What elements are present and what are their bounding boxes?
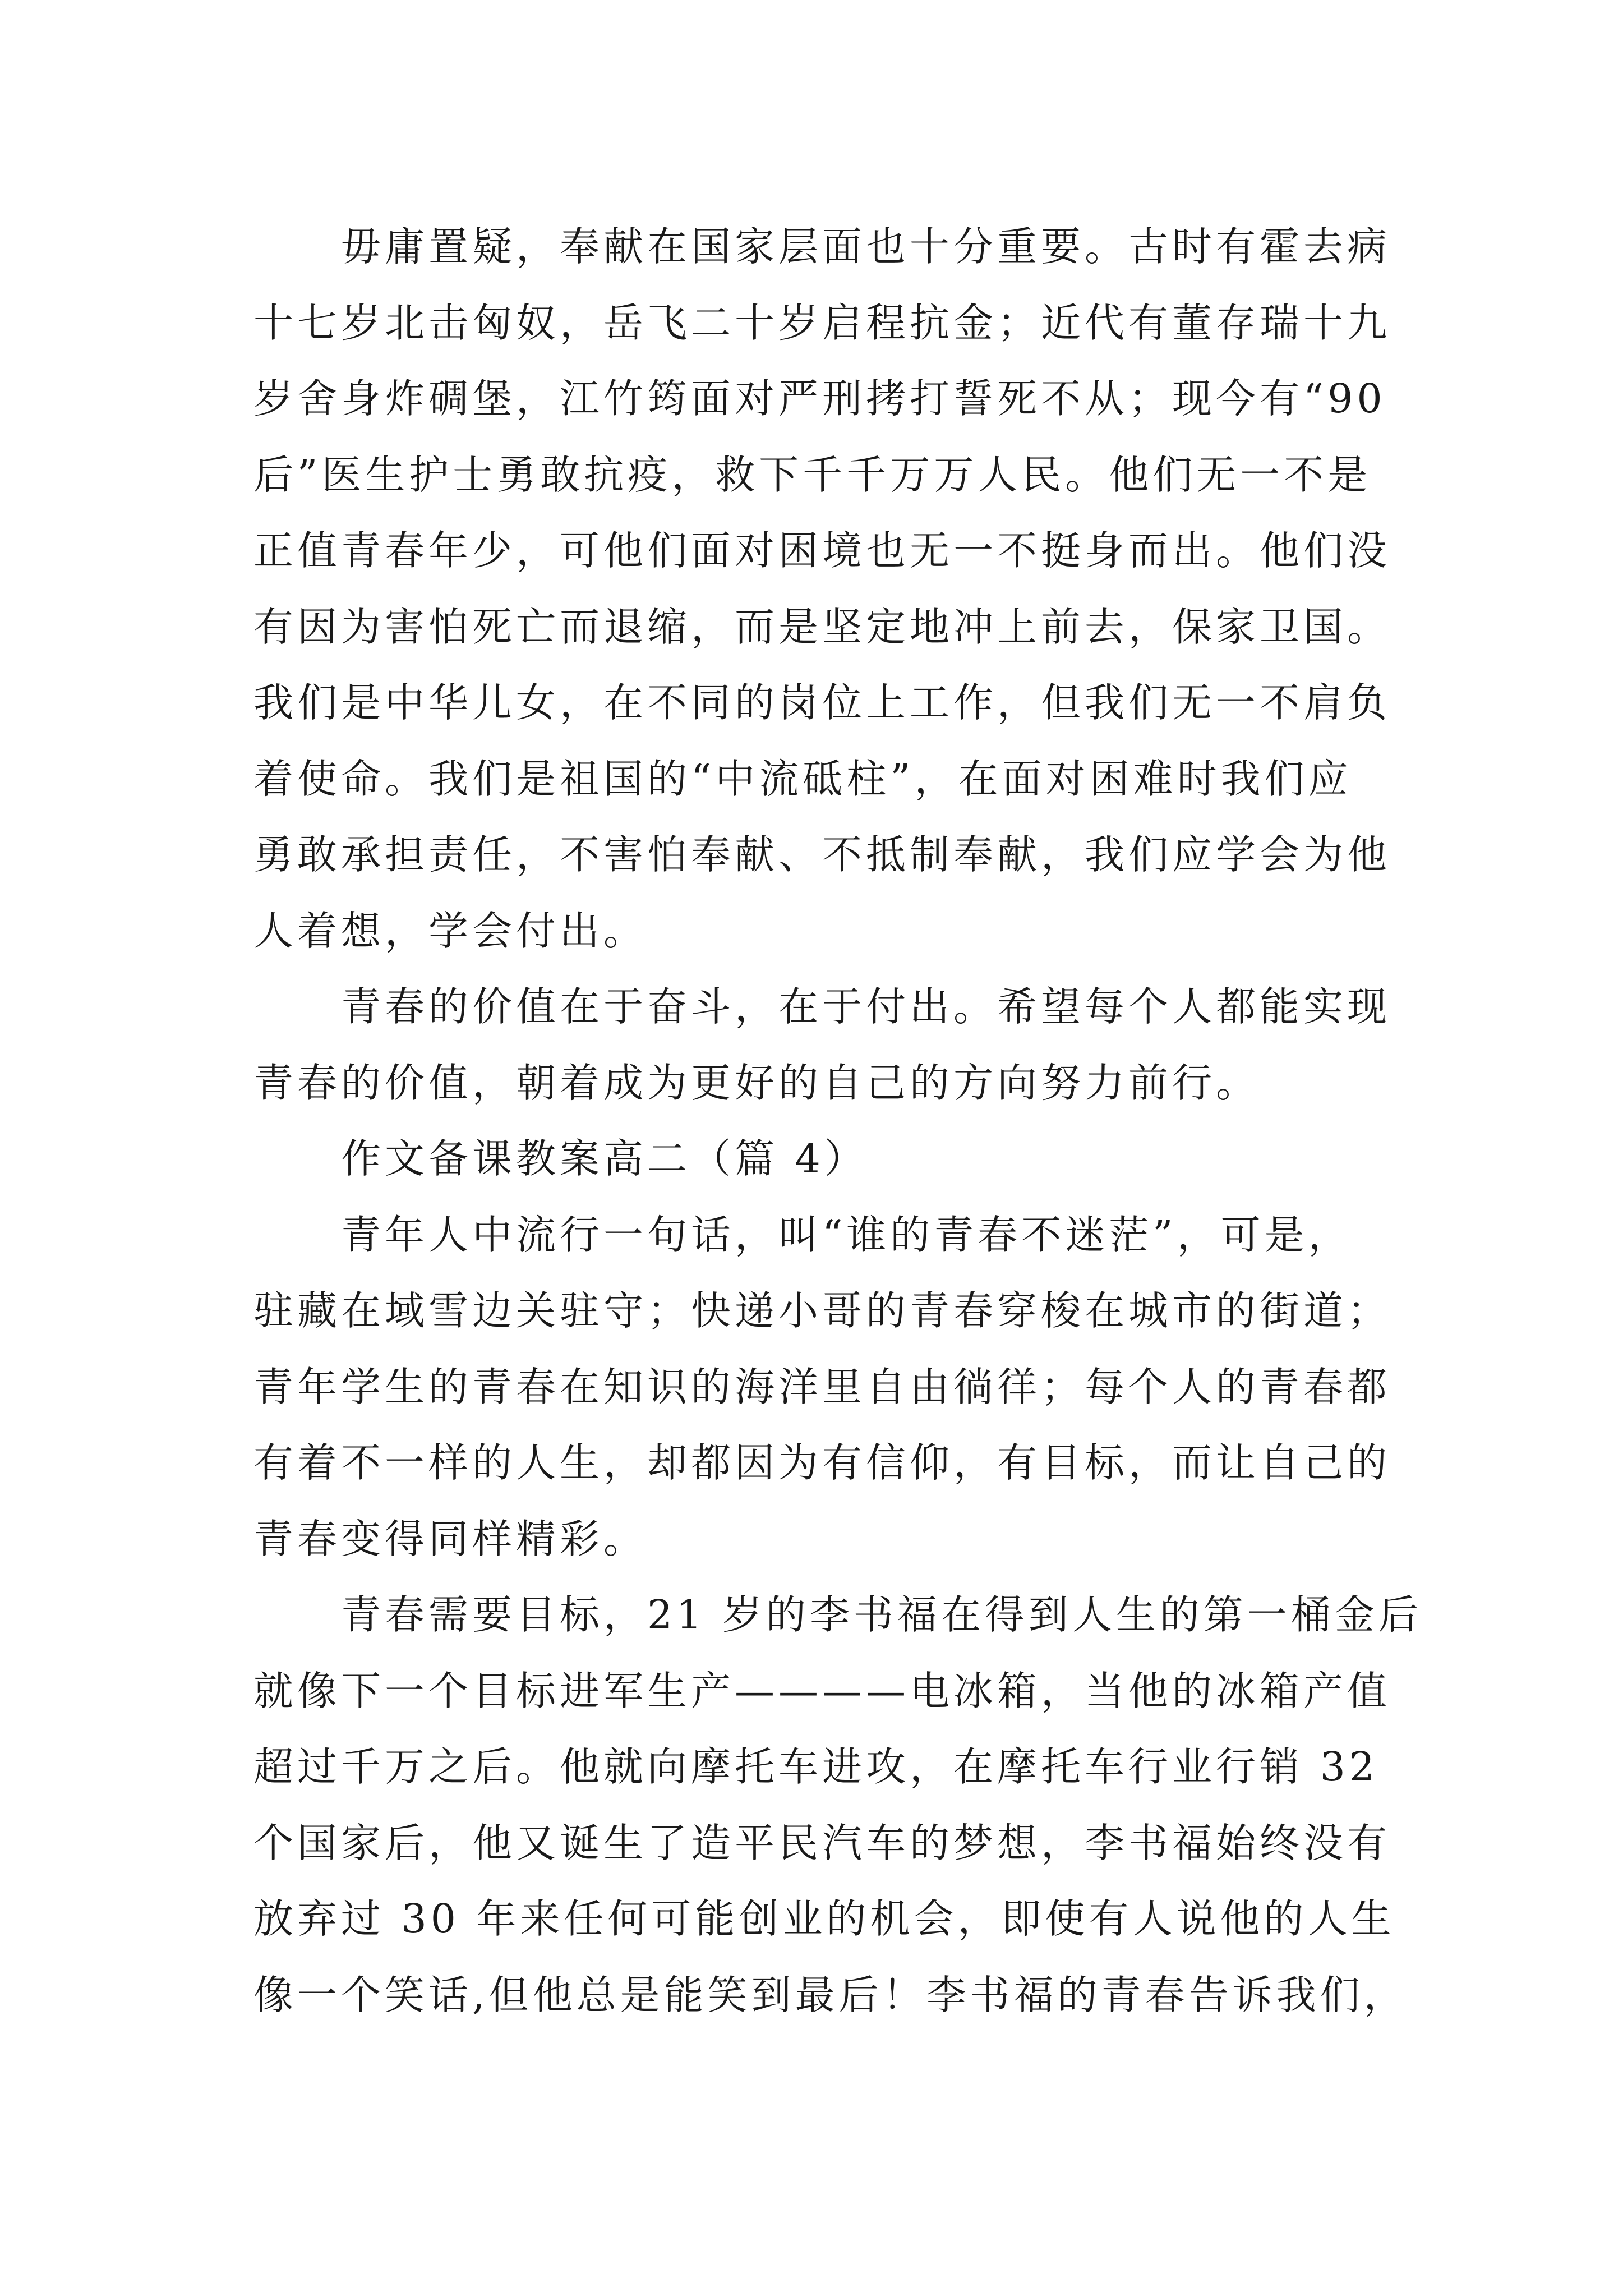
paragraph-line: 十七岁北击匈奴，岳飞二十岁启程抗金；近代有董存瑞十九 [253,299,1391,346]
paragraph-line: 超过千万之后。他就向摩托车进攻，在摩托车行业行销 32 [253,1743,1378,1790]
paragraph-line: 我们是中华儿女，在不同的岗位上工作，但我们无一不肩负 [253,679,1391,726]
paragraph-line: 后”医生护士勇敢抗疫，救下千千万万人民。他们无一不是 [253,451,1372,498]
paragraph-line: 个国家后，他又诞生了造平民汽车的梦想，李书福始终没有 [253,1819,1391,1866]
paragraph-line: 有着不一样的人生，却都因为有信仰，有目标，而让自己的 [253,1439,1391,1486]
paragraph-line: 驻藏在域雪边关驻守；快递小哥的青春穿梭在城市的街道； [253,1287,1391,1334]
paragraph-line: 青年人中流行一句话，叫“谁的青春不迷茫”，可是， [341,1211,1352,1258]
paragraph-line: 青年学生的青春在知识的海洋里自由徜徉；每个人的青春都 [253,1363,1391,1410]
document-body [253,209,1422,2033]
paragraph-line: 就像下一个目标进军生产————电冰箱，当他的冰箱产值 [253,1667,1391,1714]
section-heading: 作文备课教案高二（篇 4） [341,1135,868,1182]
paragraph-line: 勇敢承担责任，不害怕奉献、不抵制奉献，我们应学会为他 [253,831,1391,878]
paragraph-line: 岁舍身炸碉堡，江竹筠面对严刑拷打誓死不从；现今有“90 [253,375,1386,422]
paragraph-line: 着使命。我们是祖国的“中流砥柱”，在面对困难时我们应 [253,755,1352,802]
paragraph-line: 青春需要目标，21 岁的李书福在得到人生的第一桶金后 [341,1591,1422,1638]
paragraph-line: 正值青春年少，可他们面对困境也无一不挺身而出。他们没 [253,527,1391,574]
paragraph-line: 像一个笑话,但他总是能笑到最后！李书福的青春告诉我们， [253,1971,1408,2018]
paragraph-line: 放弃过 30 年来任何可能创业的机会，即使有人说他的人生 [253,1895,1395,1942]
paragraph-line: 毋庸置疑，奉献在国家层面也十分重要。古时有霍去病 [341,223,1391,270]
paragraph-line: 有因为害怕死亡而退缩，而是坚定地冲上前去，保家卫国。 [253,603,1391,650]
paragraph-line: 人着想，学会付出。 [253,907,648,954]
paragraph-line: 青春的价值，朝着成为更好的自己的方向努力前行。 [253,1059,1260,1106]
paragraph-line: 青春变得同样精彩。 [253,1515,648,1562]
paragraph-line: 青春的价值在于奋斗，在于付出。希望每个人都能实现 [341,983,1391,1030]
